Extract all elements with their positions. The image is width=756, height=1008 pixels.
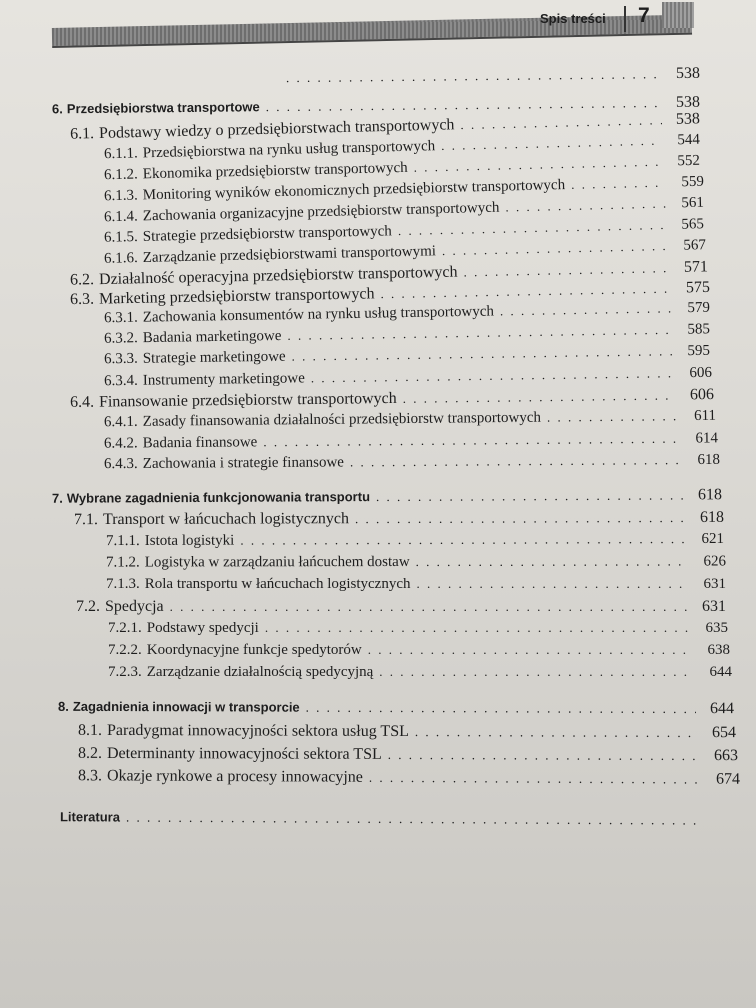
toc-subsection[interactable]: 7.2.1. Podstawy spedycji . . . 635 [108,621,728,636]
toc-subsection[interactable]: 6.4.2. Badania finansowe . . . 614 [104,431,718,451]
toc-section[interactable]: 8.1. Paradygmat innowacyjności sektora usług TSL . . . 654 [78,723,736,741]
toc-subsection[interactable]: 6.4.1. Zasady finansowania działalności przedsiębiorstw transportowych . . . 611 [104,409,716,430]
toc-subsection[interactable]: 6.1.3. Monitoring wyników ekonomicznych przedsiębiorstw transportowych . . . 559 [104,175,704,205]
toc-subsection[interactable]: 6.3.2. Badania marketingowe . . . 585 [104,322,710,347]
toc-subsection[interactable]: 7.2.2. Koordynacyjne funkcje spedytorów . . . 638 [108,643,730,658]
header-block-decoration [662,2,694,28]
running-header-page-number: 7 [638,4,650,27]
header-divider [624,6,626,32]
toc-leader-top [280,66,700,86]
running-header-title: Spis treści [540,11,606,26]
toc-number: 6. [51,101,63,117]
toc-subsection[interactable]: 7.2.3. Zarządzanie działalnością spedycyjną . . . 644 [108,665,732,680]
toc-page: 538 [675,93,701,111]
toc-subsection[interactable]: 6.1.2. Ekonomika przedsiębiorstw transportowych . . . 552 [104,154,700,184]
toc-subsection[interactable]: 7.1.2. Logistyka w zarządzaniu łańcuchem dostaw . . . 626 [106,554,726,570]
toc-subsection[interactable]: 7.1.1. Istota logistyki . . . 621 [106,532,724,549]
toc-subsection[interactable]: 6.1.4. Zachowania organizacyjne przedsiębiorstw transportowych . . . 561 [104,196,704,226]
toc-section[interactable]: 8.3. Okazje rynkowe a procesy innowacyjne . . . 674 [78,768,740,787]
toc-subsection[interactable]: 6.3.3. Strategie marketingowe . . . 595 [104,344,710,367]
toc-chapter[interactable]: 7. Wybrane zagadnienia funkcjonowania transportu . . . 618 [52,487,722,507]
toc-subsection[interactable]: 7.1.3. Rola transportu w łańcuchach logistycznych . . . 631 [106,577,726,592]
toc-subsection[interactable]: 6.3.1. Zachowania konsumentów na rynku usług transportowych . . . 579 [104,301,710,327]
toc-title: Przedsiębiorstwa transportowe [66,99,260,117]
toc-section[interactable]: 7.2. Spedycja . . . 631 [76,599,726,615]
toc-subsection[interactable]: 6.1.5. Strategie przedsiębiorstw transportowych . . . 565 [104,217,704,246]
toc-bibliography[interactable]: Literatura . . . [60,810,742,827]
toc-subsection[interactable]: 6.1.6. Zarządzanie przedsiębiorstwami transportowymi . . . 567 [104,238,706,267]
toc-section[interactable]: 6.4. Finansowanie przedsiębiorstw transportowych . . . 606 [70,387,714,411]
toc-subsection[interactable]: 6.1.1. Przedsiębiorstwa na rynku usług transportowych . . . 544 [104,133,700,163]
toc-subsection[interactable]: 6.4.3. Zachowania i strategie finansowe . . . 618 [104,453,720,472]
toc-page: 538 [675,64,701,83]
toc-subsection[interactable]: 6.3.4. Instrumenty marketingowe . . . 606 [104,366,712,389]
toc-section[interactable]: 6.3. Marketing przedsiębiorstw transportowych . . . 575 [70,280,710,308]
toc-section[interactable]: 6.1. Podstawy wiedzy o przedsiębiorstwach transportowych . . . 538 [70,111,700,142]
toc-section[interactable]: 8.2. Determinanty innowacyjności sektora TSL . . . 663 [78,746,738,764]
toc-section[interactable]: 6.2. Działalność operacyjna przedsiębiorstw transportowych . . . 571 [70,259,708,288]
toc-section[interactable]: 7.1. Transport w łańcuchach logistycznych . . . 618 [74,510,724,528]
toc-chapter[interactable]: 8. Zagadnienia innowacji w transporcie . . . 644 [58,699,734,717]
